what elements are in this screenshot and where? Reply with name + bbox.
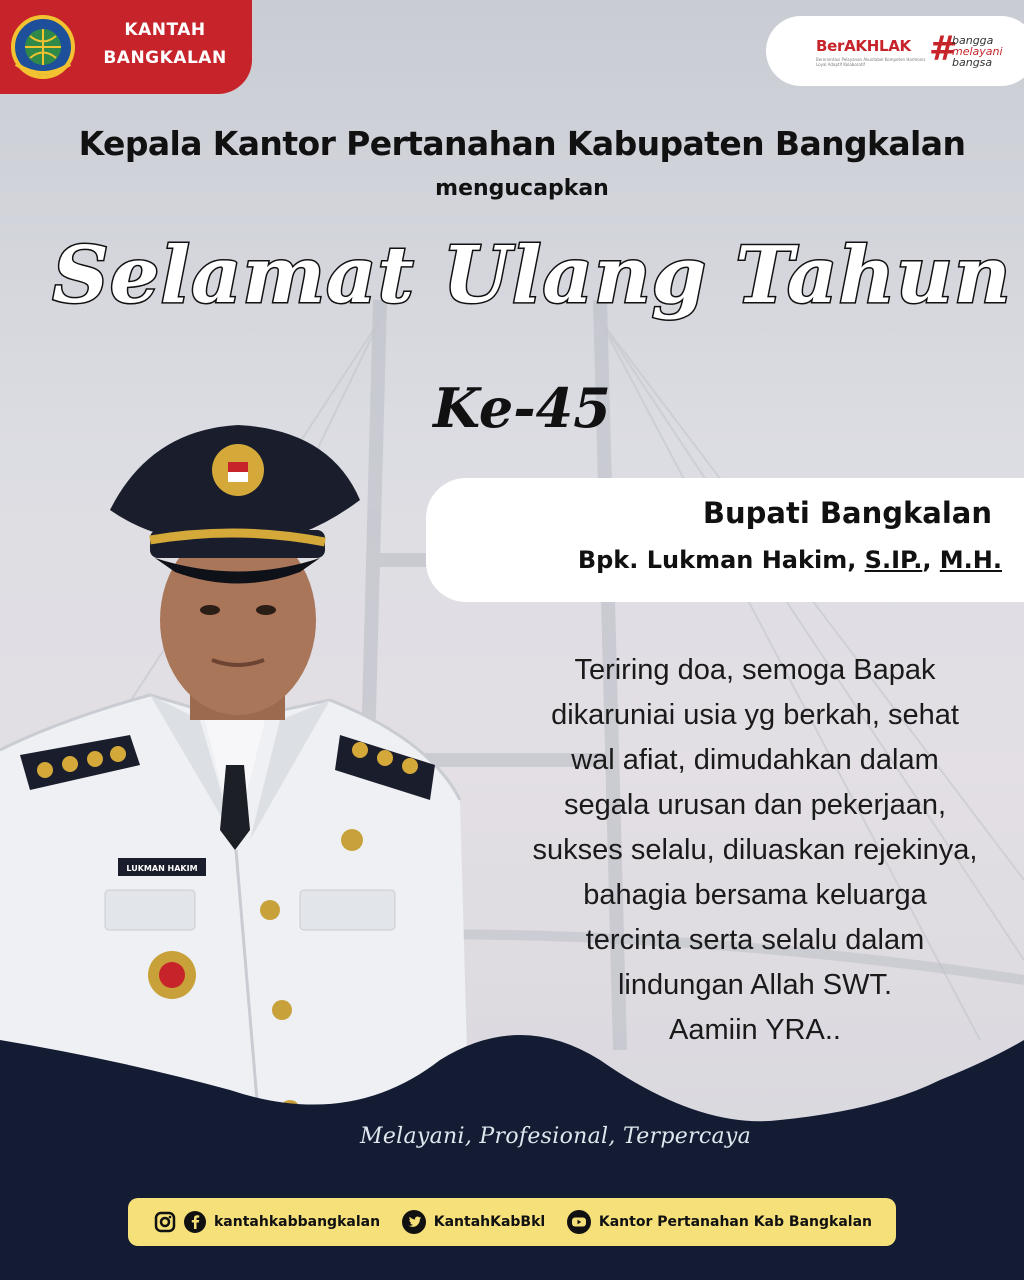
message-line: wal afiat, dimudahkan dalam [571,744,939,776]
youtube-icon [567,1210,591,1234]
social-youtube[interactable] [567,1210,872,1234]
berakhlak-title: BerAKHLAK [816,37,911,55]
instagram-icon [154,1211,176,1233]
office-name-line1: KANTAH [124,20,206,40]
office-badge [0,0,252,94]
recipient-name [578,546,1002,574]
headline: Kepala Kantor Pertanahan Kabupaten Bangkalan [78,124,966,163]
recipient-degree-separator: , [922,546,940,574]
facebook-icon [184,1211,206,1233]
social-handle-twitter: KantahKabBkl [433,1214,546,1230]
office-name [80,16,250,72]
message-line: Teriring doa, semoga Bapak [574,654,936,686]
message-line: lindungan Allah SWT. [617,969,893,1001]
birthday-message [470,648,1024,1053]
social-handle-youtube: Kantor Pertanahan Kab Bangkalan [598,1214,872,1230]
hashtag-mark: # [929,29,958,69]
portrait-name-tag: LUKMAN HAKIM [126,864,198,873]
bangga-melayani-bangsa [952,35,1003,68]
social-media-bar [128,1198,896,1246]
message-line: bahagia bersama keluarga [583,879,927,911]
age-label: Ke-45 [433,376,611,440]
tagline: Melayani, Profesional, Terpercaya [360,1124,752,1149]
recipient-degree-1: S.IP. [864,546,923,574]
subline: mengucapkan [435,176,609,201]
greeting-title: Selamat Ulang Tahun [52,230,1012,321]
message-line: Aamiin YRA.. [669,1014,841,1046]
bangga-line3: bangsa [952,56,993,69]
social-handle-instagram-facebook: kantahkabbangkalan [214,1214,381,1230]
message-line: dikaruniai usia yg berkah, sehat [551,699,959,731]
recipient-card [426,478,1024,602]
message-line: tercinta serta selalu dalam [585,924,925,956]
atr-bpn-logo-icon [8,12,78,82]
recipient-title: Bupati Bangkalan [702,496,992,530]
message-line: segala urusan dan pekerjaan, [563,789,947,821]
berakhlak-badge [766,16,1024,86]
bangga-line2: melayani [952,45,1003,58]
message-line: sukses selalu, diluaskan rejekinya, [532,834,978,866]
bangga-line1: bangga [952,34,994,47]
berakhlak-subtitle: Berorientasi Pelayanan Akuntabel Kompeten Harmonis Loyal Adaptif Kolaboratif [816,57,926,67]
office-name-line2: BANGKALAN [103,48,227,68]
recipient-degree-2: M.H. [939,546,1002,574]
recipient-name-text: Bpk. Lukman Hakim, [577,546,865,574]
social-instagram-facebook[interactable] [154,1211,380,1233]
twitter-icon [402,1210,426,1234]
social-twitter[interactable] [402,1210,545,1234]
